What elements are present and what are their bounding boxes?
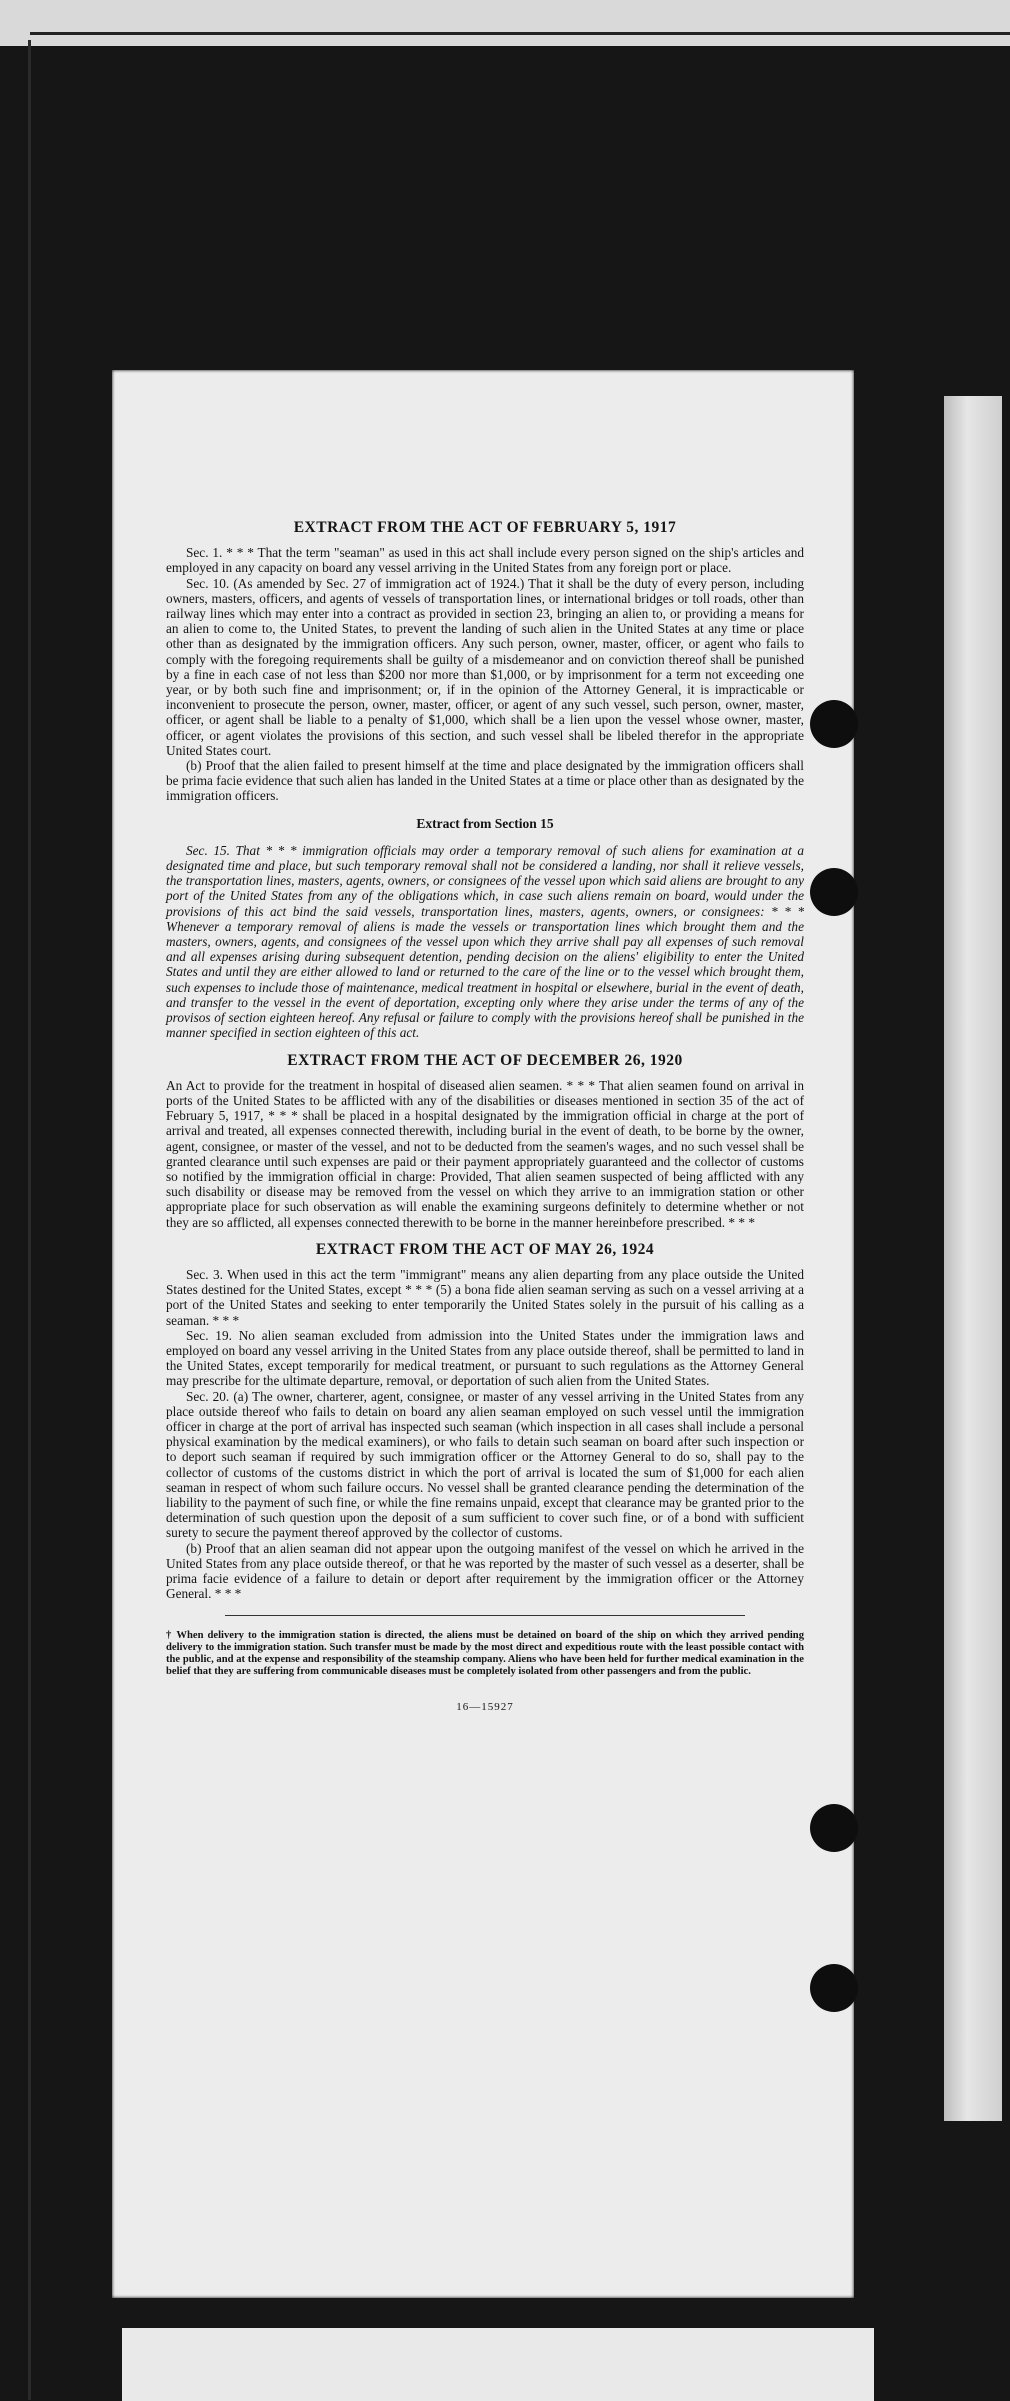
top-border-line bbox=[30, 32, 1010, 35]
paragraph-sec-20b: (b) Proof that an alien seaman did not appear upon the outgoing manifest of the vessel on which he arrived in the United States from any place outside thereof, or that he was reported by the master of such vessel as a deserter, shall be prima facie evidence of a failure to detain or deport after requirement by the immigration officer or the Attorney General. * * * bbox=[166, 1540, 804, 1602]
heading-dec-1920: EXTRACT FROM THE ACT OF DECEMBER 26, 1920 bbox=[287, 1051, 683, 1069]
punch-hole bbox=[810, 1964, 858, 2012]
footnote: † When delivery to the immigration station is directed, the aliens must be detained on board of the ship on which they arrived pending delivery to the immigration station. Such transfer must be made by the most direct and expeditious route with the least possible contact with the public, and at the expense and responsibility of the steamship company. Aliens who have been held for further medical examination in the belief that they are suffering from communicable diseases must be completely isolated from other passengers and from the public. bbox=[166, 1630, 804, 1678]
document-page bbox=[112, 370, 854, 2298]
punch-hole bbox=[810, 700, 858, 748]
paragraph-sec-19: Sec. 19. No alien seaman excluded from admission into the United States under the immigration laws and employed on board any vessel arriving in the United States from any place outside thereof, shall be permitted to land in the United States, except temporarily for medical treatment, or pursuant to such regulations as the Attorney General may prescribe for the ultimate departure, removal, or deportation of such alien from the United States. bbox=[166, 1327, 804, 1389]
paragraph-sec-10b: (b) Proof that the alien failed to present himself at the time and place designated by the immigration officers shall be prima facie evidence that such alien has landed in the United States at a time or place other than as designated by the immigration officers. bbox=[166, 758, 804, 804]
paragraph-sec-10: Sec. 10. (As amended by Sec. 27 of immigration act of 1924.) That it shall be the duty of every person, including owners, masters, officers, and agents of vessels of transportation lines, or international bridges or toll roads, other than railway lines which may enter into a contract as provided in section 23, bringing an alien to, or providing a means for an alien to come to, the United States, to prevent the landing of such alien in the United States at any time or place other than as designated by the immigration officers. Any such person, owner, master, officer, or agent who fails to comply with the foregoing requirements shall be guilty of a misdemeanor and on conviction thereof shall be punished by a fine in each case of not less than $200 nor more than $1,000, or by imprisonment for a term not exceeding one year, or by both such fine and imprisonment; or, if in the opinion of the Attorney General, it is impracticable or inconvenient to prosecute the person, owner, master, officer, or agent of any such vessel, such person, owner, master, officer, or agent shall be liable to a penalty of $1,000, which shall be a lien upon the vessel whose owner, master, officer, or agent violates the provisions of this section, and such vessel shall be libeled therefor in the appropriate United States court. bbox=[166, 575, 804, 758]
paragraph-sec-20a: Sec. 20. (a) The owner, charterer, agent, consignee, or master of any vessel arriving in the United States from any place outside thereof who fails to detain on board any alien seaman employed on such vessel until the immigration officer in charge at the port of arrival has inspected such seaman (which inspection in all cases shall include a personal physical examination by the medical examiners), or who fails to detain such seaman on board after such inspection or to deport such seaman if required by such immigration officer or the Attorney General to do so, shall pay to the collector of customs of the customs district in which the port of arrival is located the sum of $1,000 for each alien seaman in respect of whom such failure occurs. No vessel shall be granted clearance pending the determination of the liability to the payment of such fine, or while the fine remains unpaid, except that clearance may be granted prior to the determination of such question upon the deposit of a sum sufficient to cover such fine, or of a bond with sufficient surety to secure the payment thereof approved by the collector of customs. bbox=[166, 1388, 804, 1541]
punch-hole bbox=[810, 868, 858, 916]
page-number: 16—15927 bbox=[456, 1701, 514, 1714]
paragraph-sec-15: Sec. 15. That * * * immigration officials may order a temporary removal of such aliens for examination at a designated time and place, but such temporary removal shall not be considered a landing, nor shall it relieve vessels, the transportation lines, masters, agents, owners, or consignees of the vessel upon which said aliens are brought to any port of the United States from any of the obligations which, in case such aliens remain on board, would under the provisions of this act bind the said vessels, transportation lines, masters, agents, owners, or consignees: * * * Whenever a temporary removal of aliens is made the vessels or transportation lines which brought them and the masters, owners, agents, and consignees of the vessel upon which they arrive shall pay all expenses of such removal and all expenses arising during subsequent detention, pending decision on the aliens' eligibility to enter the United States and until they are either allowed to land or returned to the care of the line or to the vessel which brought them, such expenses to include those of maintenance, medical treatment in hospital or elsewhere, burial in the event of death, and transfer to the vessel in the event of deportation, excepting only where they arise under the terms of any of the provisos of section eighteen hereof. Any refusal or failure to comply with the provisions hereof shall be punished in the manner specified in section eighteen of this act. bbox=[166, 842, 804, 1041]
punch-hole bbox=[810, 1804, 858, 1852]
paragraph-sec-3: Sec. 3. When used in this act the term "immigrant" means any alien departing from any place outside the United States destined for the United States, except * * * (5) a bona fide alien seaman serving as such on a vessel arriving at a port of the United States and seeking to enter temporarily the United States solely in the pursuit of his calling as a seaman. * * * bbox=[166, 1266, 804, 1328]
top-film-margin bbox=[0, 0, 1010, 46]
heading-may-1924: EXTRACT FROM THE ACT OF MAY 26, 1924 bbox=[315, 1240, 655, 1258]
paragraph-dec-1920: An Act to provide for the treatment in hospital of diseased alien seamen. * * * That alien seamen found on arrival in ports of the United States to be afflicted with any of the disabilities or diseases mentioned in section 35 of the act of February 5, 1917, * * * shall be placed in a hospital designated by the immigration official in charge at the port of arrival and treated, all expenses connected therewith, including burial in the event of death, to be borne by the owner, agent, consignee, or master of the vessel, and not to be deducted from the seamen's wages, and no such vessel shall be granted clearance until such expenses are paid or their payment appropriately guaranteed and the collector of customs so notified by the immigration official in charge: Provided, That alien seamen suspected of being afflicted with any such disability or disease may be removed from the vessel on which they arrive to an immigration station or other appropriate place for such observation as will enable the examining surgeons definitely to determine whether or not they are so afflicted, all expenses connected therewith to be borne in the manner hereinbefore prescribed. * * * bbox=[166, 1077, 804, 1230]
paragraph-sec-1: Sec. 1. * * * That the term "seaman" as used in this act shall include every person signed on the ship's articles and employed in any capacity on board any vessel arriving in the United States from any foreign port or place. bbox=[166, 545, 804, 576]
footnote-divider bbox=[225, 1615, 745, 1616]
left-border-line bbox=[28, 40, 31, 2400]
heading-feb-1917: EXTRACT FROM THE ACT OF FEBRUARY 5, 1917 bbox=[293, 519, 677, 536]
heading-section-15: Extract from Section 15 bbox=[416, 815, 554, 831]
next-page-edge bbox=[122, 2328, 874, 2401]
document-body bbox=[166, 520, 804, 1716]
adjacent-page-edge bbox=[944, 396, 1002, 2121]
